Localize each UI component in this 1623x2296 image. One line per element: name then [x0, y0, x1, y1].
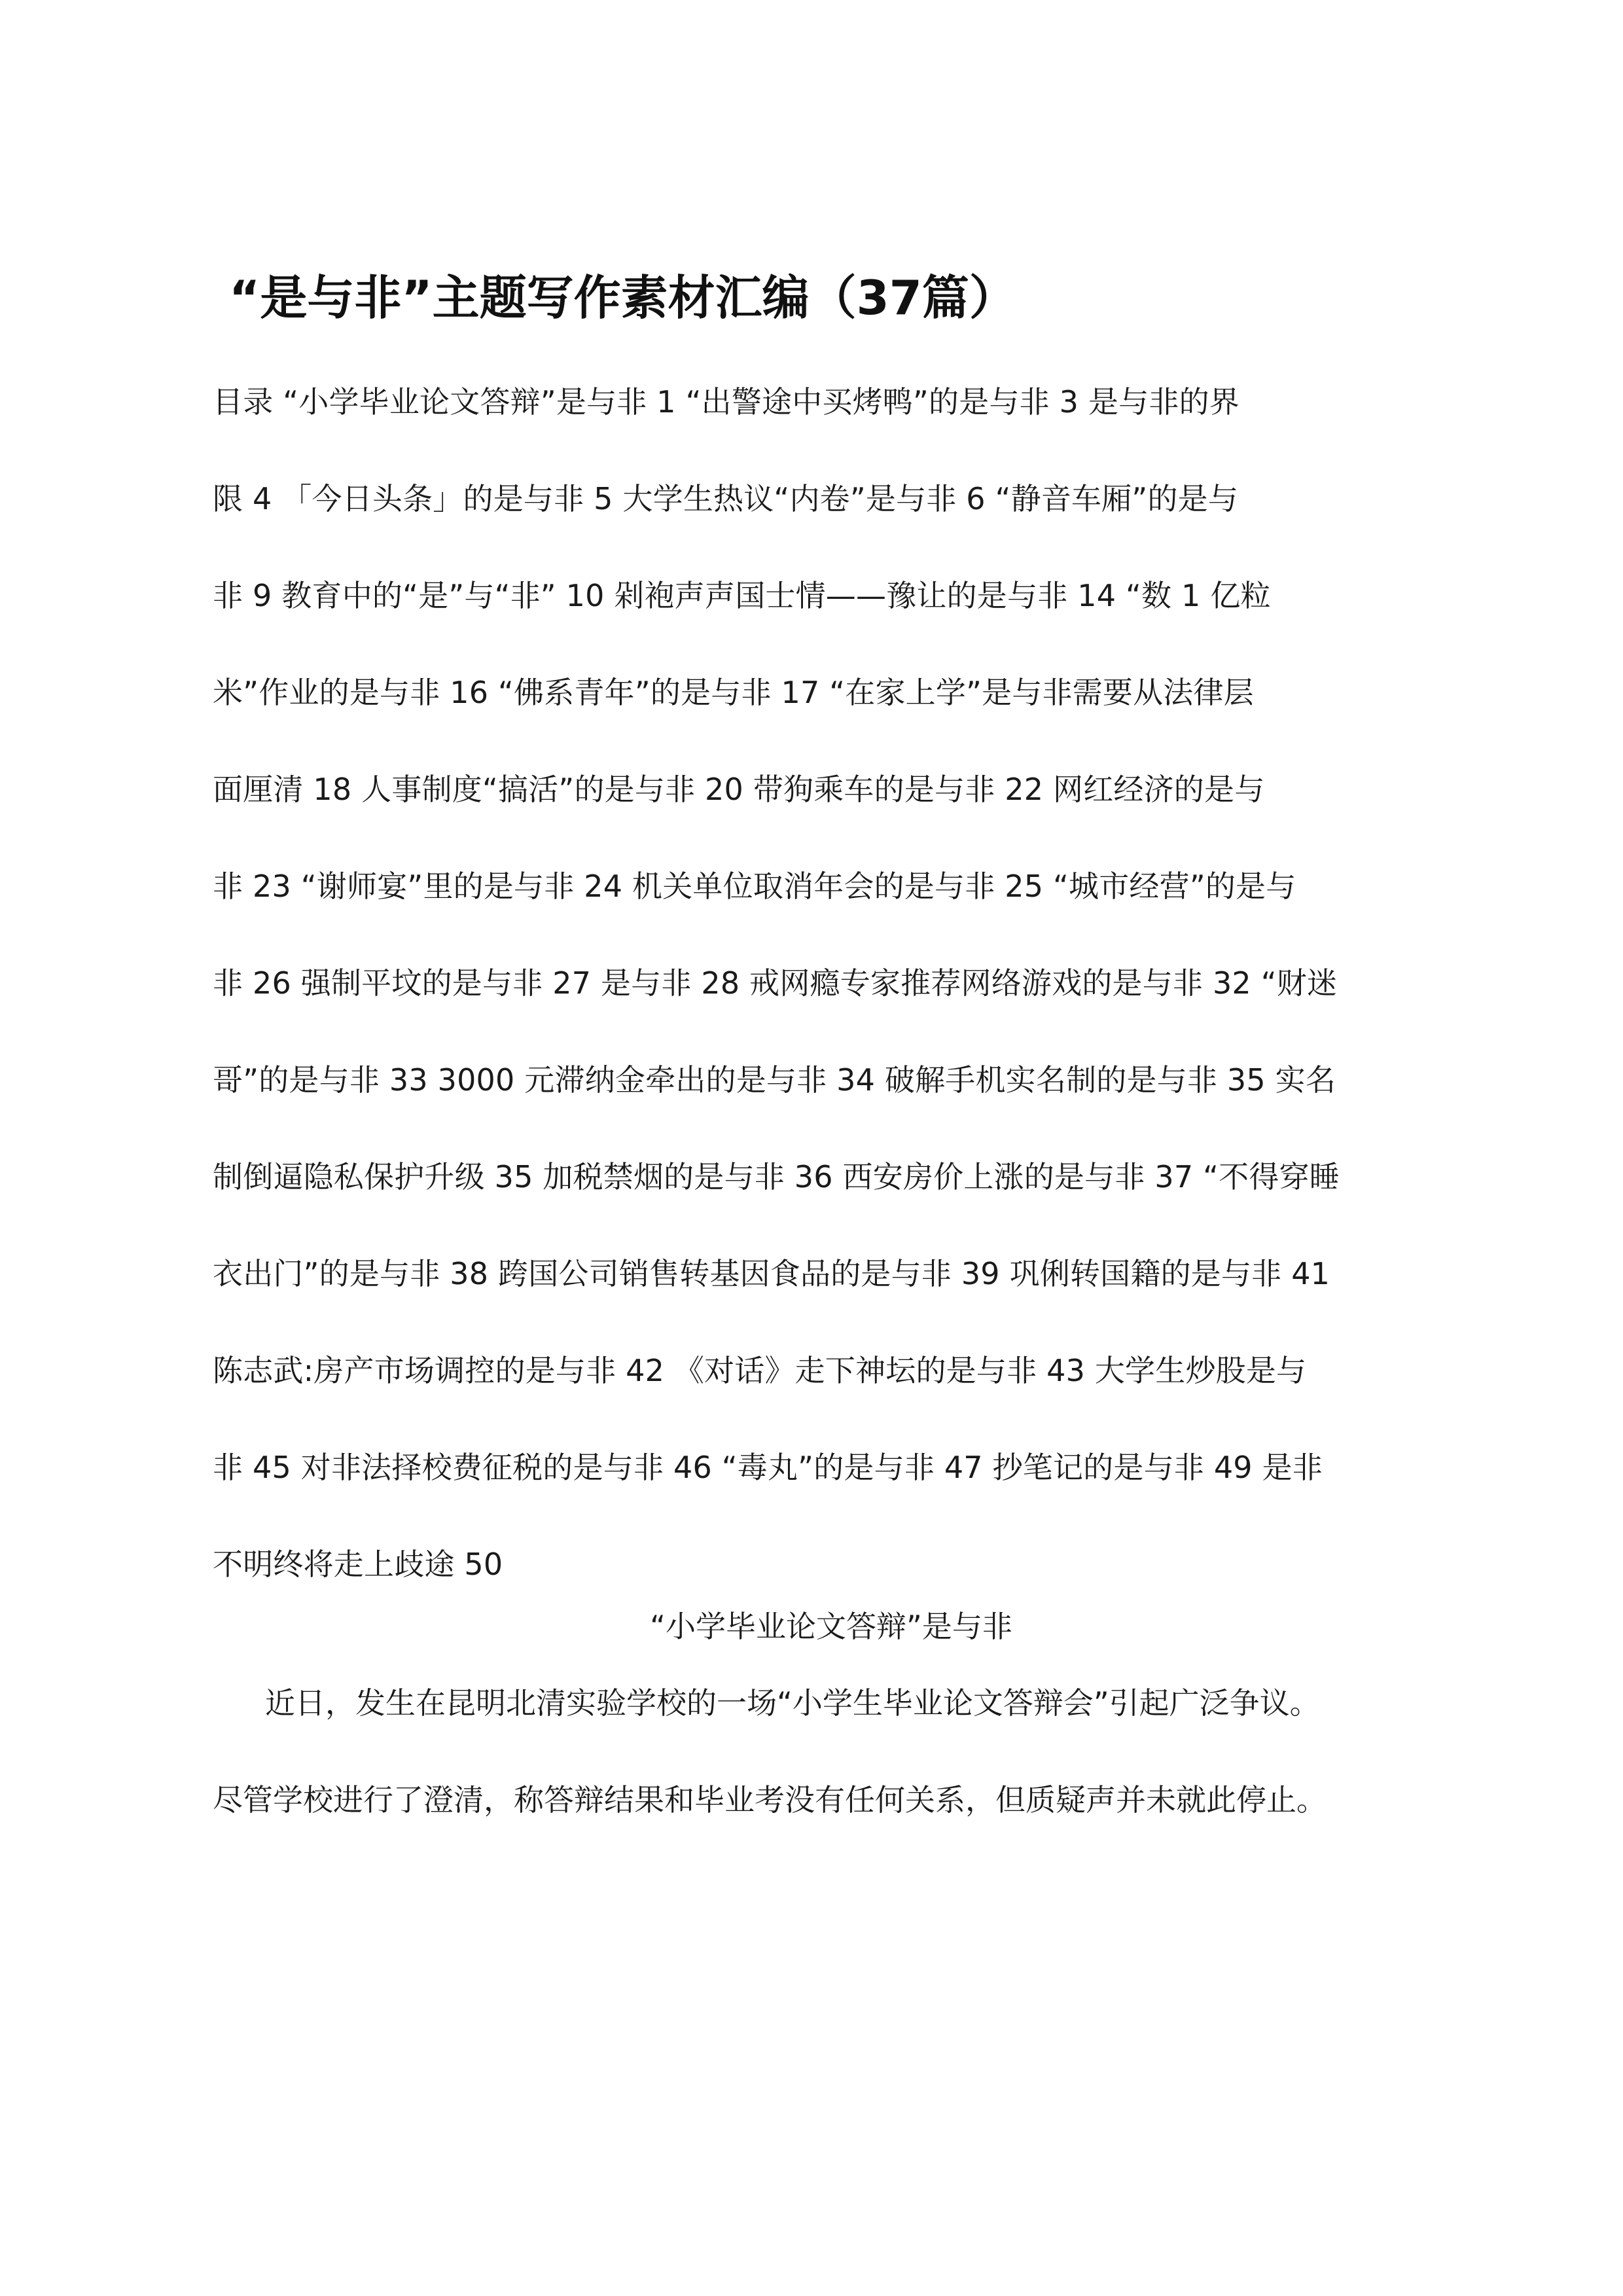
toc-line: 制倒逼隐私保护升级 35 加税禁烟的是与非 36 西安房价上涨的是与非 37 “不得穿睡: [213, 1159, 1340, 1194]
toc-line: 不明终将走上歧途 50: [213, 1547, 503, 1582]
toc-line: 陈志武:房产市场调控的是与非 42 《对话》走下神坛的是与非 43 大学生炒股是与: [213, 1353, 1307, 1388]
toc-line: 非 45 对非法择校费征税的是与非 46 “毒丸”的是与非 47 抄笔记的是与非 49 是非: [213, 1450, 1323, 1485]
toc-line: 非 23 “谢师宴”里的是与非 24 机关单位取消年会的是与非 25 “城市经营”的是与: [213, 869, 1296, 904]
toc-line: 哥”的是与非 33 3000 元滞纳金牵出的是与非 34 破解手机实名制的是与非 35 实名: [213, 1062, 1336, 1098]
toc-line: 目录 “小学毕业论文答辩”是与非 1 “出警途中买烤鸭”的是与非 3 是与非的界: [213, 384, 1240, 420]
paragraph-line: 近日，发生在昆明北清实验学校的一场“小学生毕业论文答辩会”引起广泛争议。: [265, 1685, 1320, 1721]
toc-line: 非 9 教育中的“是”与“非” 10 剁袍声声国士情——豫让的是与非 14 “数 1 亿粒: [213, 578, 1271, 613]
toc-line: 米”作业的是与非 16 “佛系青年”的是与非 17 “在家上学”是与非需要从法律层: [213, 675, 1254, 710]
document-title: “是与非”主题写作素材汇编（37篇）: [229, 270, 1016, 325]
section-heading: “小学毕业论文答辩”是与非: [650, 1609, 1012, 1644]
table-of-contents: [213, 381, 1450, 1640]
toc-line: 衣出门”的是与非 38 跨国公司销售转基因食品的是与非 39 巩俐转国籍的是与非 41: [213, 1256, 1330, 1291]
toc-line: 面厘清 18 人事制度“搞活”的是与非 20 带狗乘车的是与非 22 网红经济的是与: [213, 772, 1265, 807]
toc-line: 非 26 强制平坟的是与非 27 是与非 28 戒网瘾专家推荐网络游戏的是与非 32 “财迷: [213, 965, 1338, 1001]
body-paragraph: [213, 1682, 1456, 1876]
toc-line: 限 4 「今日头条」的是与非 5 大学生热议“内卷”是与非 6 “静音车厢”的是与: [213, 481, 1239, 516]
paragraph-line: 尽管学校进行了澄清，称答辩结果和毕业考没有任何关系，但质疑声并未就此停止。: [213, 1782, 1327, 1818]
